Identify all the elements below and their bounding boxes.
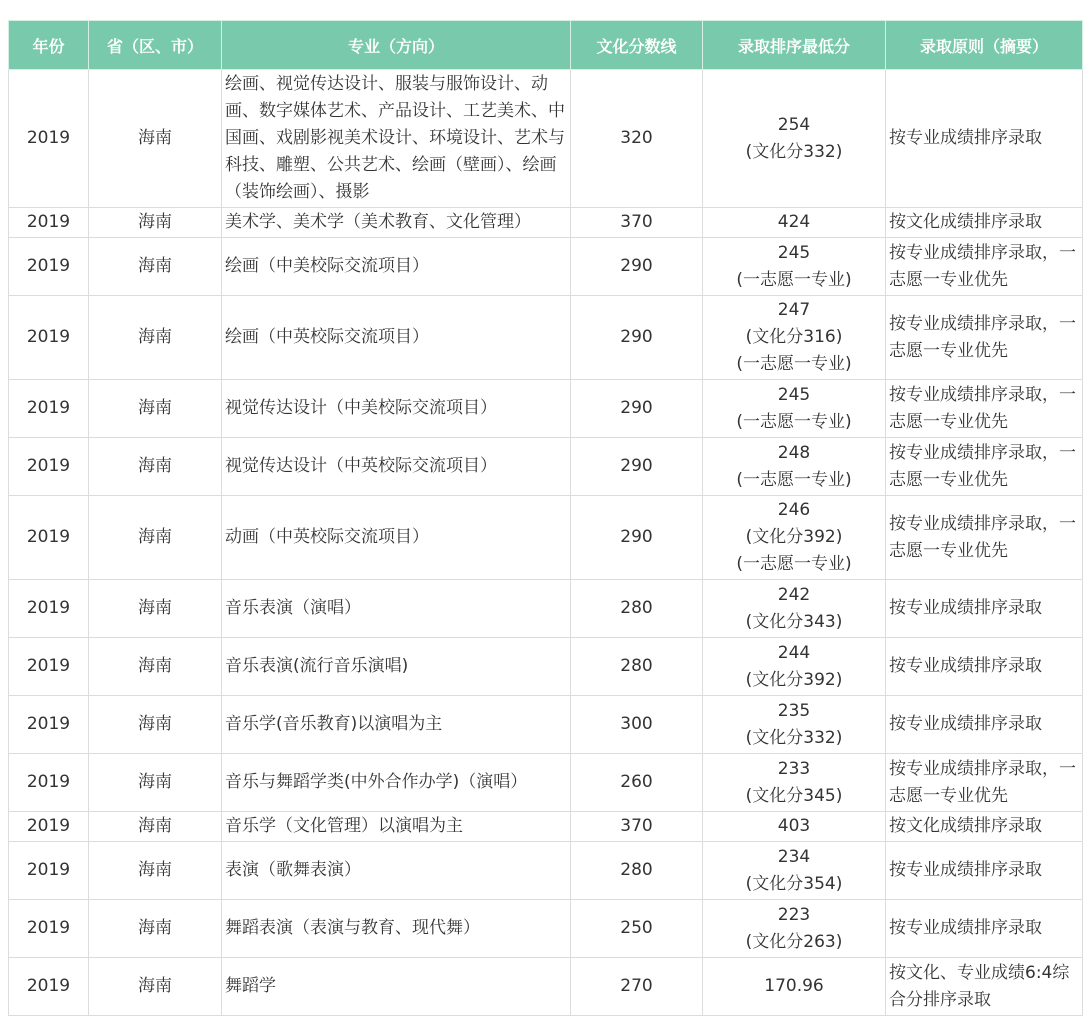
rank-score-note: (文化分263) [745,931,843,952]
cell-min-rank-score [703,296,886,380]
cell-province: 海南 [89,208,222,238]
cell-admission-rule: 按文化、专业成绩6:4综合分排序录取 [886,958,1083,1016]
rank-score-value: 424 [777,212,811,232]
rank-score-value: 233 [777,758,811,779]
header-province: 省（区、市） [89,21,222,70]
table-row [9,638,1083,696]
rank-score-value: 246 [777,500,811,520]
cell-admission-rule: 按专业成绩排序录取，一志愿一专业优先 [886,238,1083,296]
rank-score-note: (文化分345) [745,785,843,806]
cell-min-rank-score [703,70,886,208]
cell-culture-score: 300 [571,696,703,754]
cell-year: 2019 [9,496,89,580]
cell-min-rank-score [703,900,886,958]
rank-score-note: (文化分332) [745,141,843,162]
rank-score-note: (一志愿一专业) [736,554,852,574]
table-row [9,70,1083,208]
cell-year: 2019 [9,958,89,1016]
cell-province: 海南 [89,754,222,812]
rank-score-value: 235 [777,700,811,721]
cell-year: 2019 [9,438,89,496]
cell-province: 海南 [89,696,222,754]
header-culture-score: 文化分数线 [571,21,703,70]
cell-min-rank-score [703,958,886,1016]
header-admission-rule: 录取原则（摘要） [886,21,1083,70]
cell-admission-rule: 按专业成绩排序录取，一志愿一专业优先 [886,754,1083,812]
cell-major: 美术学、美术学（美术教育、文化管理） [222,208,571,238]
cell-province: 海南 [89,958,222,1016]
cell-culture-score: 370 [571,812,703,842]
cell-min-rank-score [703,812,886,842]
cell-admission-rule: 按专业成绩排序录取 [886,900,1083,958]
cell-culture-score: 290 [571,496,703,580]
cell-year: 2019 [9,296,89,380]
rank-score-note: (一志愿一专业) [736,469,852,490]
rank-score-note: (一志愿一专业) [736,354,852,374]
header-row [9,21,1083,70]
cell-major: 音乐表演(流行音乐演唱) [222,638,571,696]
table-body [9,70,1083,1016]
cell-culture-score: 280 [571,638,703,696]
cell-admission-rule: 按专业成绩排序录取，一志愿一专业优先 [886,496,1083,580]
cell-min-rank-score [703,438,886,496]
table-row [9,208,1083,238]
cell-major: 视觉传达设计（中美校际交流项目） [222,380,571,438]
cell-major: 音乐与舞蹈学类(中外合作办学)（演唱） [222,754,571,812]
cell-min-rank-score [703,638,886,696]
cell-province: 海南 [89,842,222,900]
cell-admission-rule: 按文化成绩排序录取 [886,812,1083,842]
table-row [9,842,1083,900]
cell-culture-score: 290 [571,380,703,438]
cell-admission-rule: 按文化成绩排序录取 [886,208,1083,238]
table-row [9,380,1083,438]
rank-score-value: 403 [777,816,811,836]
cell-culture-score: 280 [571,842,703,900]
cell-admission-rule: 按专业成绩排序录取，一志愿一专业优先 [886,380,1083,438]
cell-province: 海南 [89,70,222,208]
cell-province: 海南 [89,296,222,380]
cell-year: 2019 [9,900,89,958]
table-row [9,900,1083,958]
rank-score-note: (文化分316) [745,327,843,347]
table-row [9,496,1083,580]
rank-score-value: 245 [777,384,811,405]
cell-major: 音乐表演（演唱） [222,580,571,638]
cell-province: 海南 [89,812,222,842]
rank-score-note: (文化分332) [745,727,843,748]
cell-province: 海南 [89,496,222,580]
cell-culture-score: 290 [571,438,703,496]
cell-min-rank-score [703,380,886,438]
cell-admission-rule: 按专业成绩排序录取 [886,696,1083,754]
table-row [9,238,1083,296]
cell-province: 海南 [89,638,222,696]
rank-score-value: 223 [777,904,811,925]
cell-culture-score: 250 [571,900,703,958]
cell-year: 2019 [9,812,89,842]
rank-score-value: 248 [777,442,811,463]
cell-major: 视觉传达设计（中英校际交流项目） [222,438,571,496]
cell-min-rank-score [703,754,886,812]
rank-score-value: 245 [777,242,811,263]
cell-major: 舞蹈学 [222,958,571,1016]
cell-province: 海南 [89,580,222,638]
cell-major: 表演（歌舞表演） [222,842,571,900]
rank-score-value: 254 [777,114,811,135]
rank-score-value: 247 [777,300,811,320]
header-min-rank-score: 录取排序最低分 [703,21,886,70]
table-header [9,21,1083,70]
cell-culture-score: 270 [571,958,703,1016]
table-row [9,580,1083,638]
rank-score-value: 234 [777,846,811,867]
cell-min-rank-score [703,580,886,638]
cell-admission-rule: 按专业成绩排序录取 [886,842,1083,900]
cell-culture-score: 290 [571,296,703,380]
cell-province: 海南 [89,380,222,438]
cell-min-rank-score [703,842,886,900]
rank-score-value: 244 [777,642,811,663]
cell-year: 2019 [9,380,89,438]
cell-year: 2019 [9,580,89,638]
cell-admission-rule: 按专业成绩排序录取，一志愿一专业优先 [886,296,1083,380]
table-row [9,296,1083,380]
cell-major: 音乐学（文化管理）以演唱为主 [222,812,571,842]
cell-culture-score: 280 [571,580,703,638]
header-year: 年份 [9,21,89,70]
table-row [9,958,1083,1016]
rank-score-note: (文化分392) [745,527,843,547]
cell-province: 海南 [89,238,222,296]
rank-score-note: (文化分392) [745,669,843,690]
cell-culture-score: 290 [571,238,703,296]
cell-min-rank-score [703,496,886,580]
cell-major: 绘画（中美校际交流项目） [222,238,571,296]
rank-score-note: (文化分343) [745,611,843,632]
header-major: 专业（方向） [222,21,571,70]
admission-table-container [8,20,1082,1016]
cell-major: 动画（中英校际交流项目） [222,496,571,580]
rank-score-note: (一志愿一专业) [736,411,852,432]
cell-min-rank-score [703,696,886,754]
cell-year: 2019 [9,238,89,296]
cell-admission-rule: 按专业成绩排序录取 [886,580,1083,638]
cell-major: 舞蹈表演（表演与教育、现代舞） [222,900,571,958]
cell-province: 海南 [89,438,222,496]
cell-province: 海南 [89,900,222,958]
cell-admission-rule: 按专业成绩排序录取 [886,638,1083,696]
cell-culture-score: 370 [571,208,703,238]
cell-year: 2019 [9,638,89,696]
cell-major: 绘画（中英校际交流项目） [222,296,571,380]
cell-year: 2019 [9,754,89,812]
rank-score-value: 170.96 [764,976,824,996]
table-row [9,696,1083,754]
rank-score-note: (一志愿一专业) [736,269,852,290]
cell-year: 2019 [9,70,89,208]
table-row [9,438,1083,496]
table-row [9,754,1083,812]
cell-min-rank-score [703,238,886,296]
cell-culture-score: 260 [571,754,703,812]
cell-major: 音乐学(音乐教育)以演唱为主 [222,696,571,754]
cell-year: 2019 [9,696,89,754]
cell-year: 2019 [9,842,89,900]
rank-score-note: (文化分354) [745,873,843,894]
admission-table [8,20,1083,1016]
cell-admission-rule: 按专业成绩排序录取，一志愿一专业优先 [886,438,1083,496]
rank-score-value: 242 [777,584,811,605]
cell-admission-rule: 按专业成绩排序录取 [886,70,1083,208]
cell-culture-score: 320 [571,70,703,208]
table-row [9,812,1083,842]
cell-major: 绘画、视觉传达设计、服装与服饰设计、动画、数字媒体艺术、产品设计、工艺美术、中国画、戏剧影视美术设计、环境设计、艺术与科技、雕塑、公共艺术、绘画（壁画）、绘画（装饰绘画）、摄影 [222,70,571,208]
cell-year: 2019 [9,208,89,238]
cell-min-rank-score [703,208,886,238]
